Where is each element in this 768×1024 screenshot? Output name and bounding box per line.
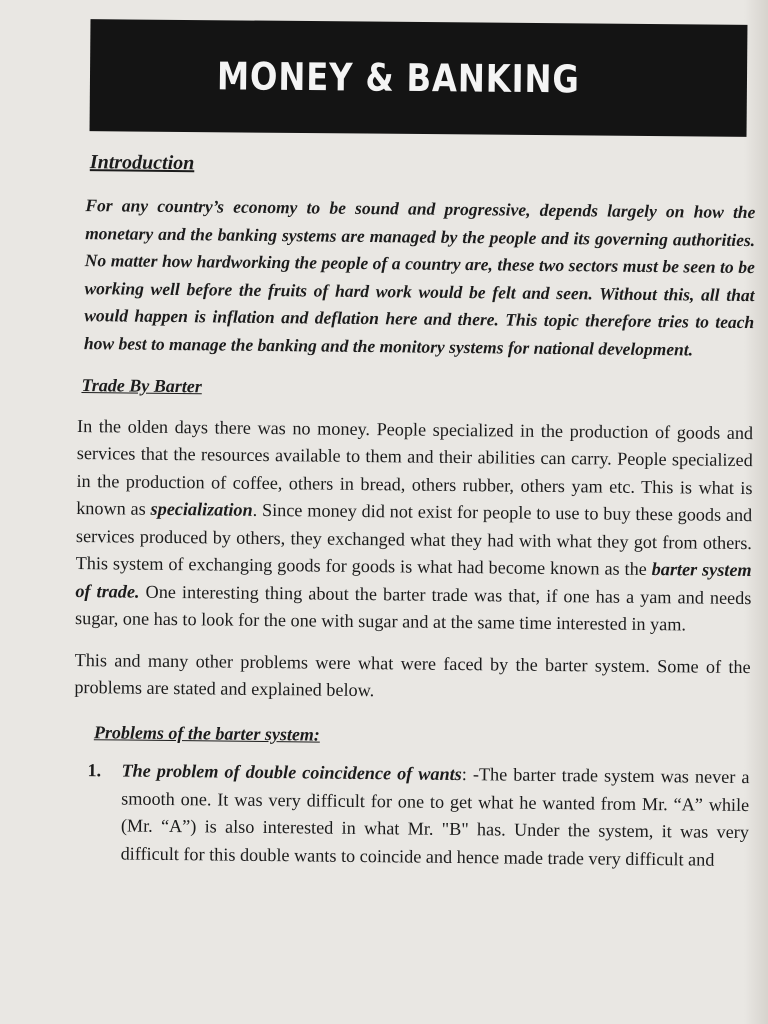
term-barter-system: barter system of trade. bbox=[75, 559, 752, 602]
barter-text-a: In the olden days there was no money. People specialized in the production of goods and services that the resources available to them and their abilities can carry. People specialized in the production of coffee, others in bread, others rubber, others yam etc. This is what is known as bbox=[76, 415, 754, 519]
trade-by-barter-heading: Trade By Barter bbox=[81, 375, 202, 397]
introduction-heading: Introduction bbox=[89, 151, 195, 175]
list-item-title: The problem of double coincidence of wants bbox=[121, 760, 462, 785]
title-banner bbox=[90, 19, 748, 137]
list-item-number: 1. bbox=[87, 760, 102, 781]
page-title: MONEY & BANKING bbox=[216, 54, 581, 102]
barter-paragraph bbox=[75, 413, 753, 640]
term-specialization: specialization bbox=[150, 498, 253, 520]
introduction-paragraph: For any country’s economy to be sound and progressive, depends largely on how the monetary and the banking systems are managed by the people and its governing authorities. No matter how hardworking the people of a country are, these two sectors must be seen to be working well before the fruits of hard work would be felt and seen. Without this, all that would happen is inflation and deflation here and there. This topic therefore tries to teach how best to manage the banking and the monitory systems for national development. bbox=[83, 195, 756, 359]
problems-list bbox=[86, 757, 749, 874]
document-body bbox=[70, 150, 755, 874]
list-item-text: : -The barter trade system was never a smooth one. It was very difficult for one to get what he wanted from Mr. “A” while (Mr. “A”) is also interested in what Mr. "B" has. Under the system, it was very difficult for this double wants to coincide and hence made trade very difficult and bbox=[120, 764, 750, 870]
barter-text-c: One interesting thing about the barter trade was that, if one has a yam and needs sugar, one has to look for the one with sugar and at the same time interested in yam. bbox=[74, 581, 752, 635]
list-item bbox=[86, 757, 749, 874]
problems-heading: Problems of the barter system: bbox=[93, 721, 320, 745]
problems-intro-paragraph: This and many other problems were what were faced by the barter system. Some of the problems are stated and explained below. bbox=[74, 649, 751, 701]
barter-text-b: . Since money did not exist for people to use to buy these goods and services produced by others, they exchanged what they had with what they got from others. This system of exchanging goods for goods is what had become known as the bbox=[75, 499, 753, 580]
list-item-body bbox=[120, 758, 749, 875]
